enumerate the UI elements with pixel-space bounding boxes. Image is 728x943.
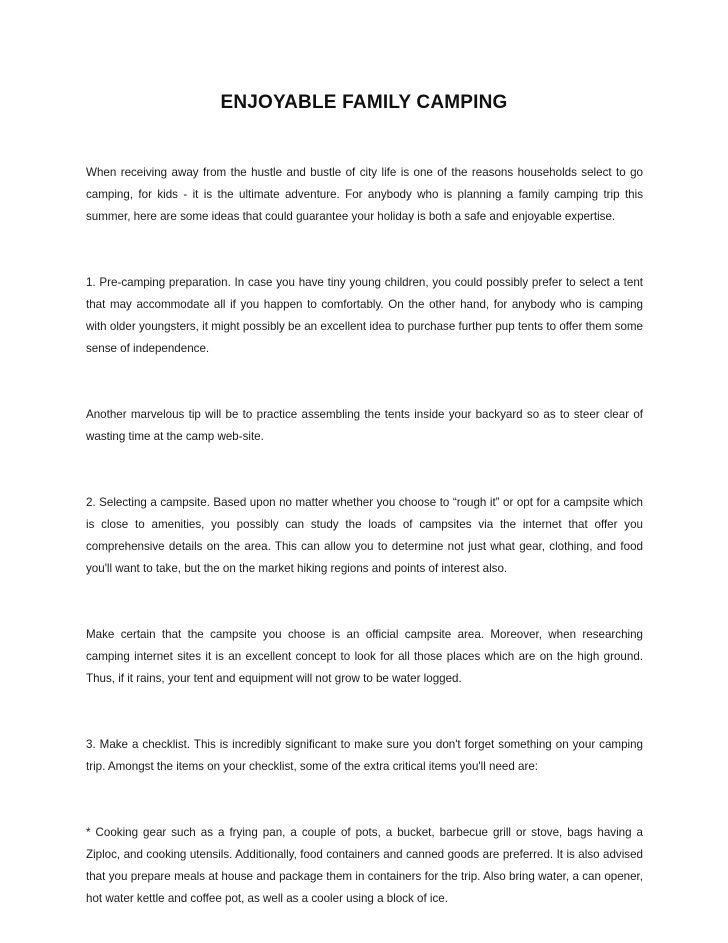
paragraph-official-campsite: Make certain that the campsite you choose is an official campsite area. Moreover, when researching camping internet sites it is an excellent concept to look for all those places which are on the high ground. Thus, if it rains, your tent and equipment will not grow to be water logged. bbox=[86, 628, 643, 685]
paragraph-intro: When receiving away from the hustle and bustle of city life is one of the reasons households select to go camping, for kids - it is the ultimate adventure. For anybody who is planning a family camping trip this summer, here are some ideas that could guarantee your holiday is both a safe and enjoyable expertise. bbox=[86, 166, 643, 223]
paragraph-backyard-tip: Another marvelous tip will be to practice assembling the tents inside your backyard so as to steer clear of wasting time at the camp web-site. bbox=[86, 408, 643, 443]
page-title: ENJOYABLE FAMILY CAMPING bbox=[220, 92, 508, 113]
paragraph-pre-camping: 1. Pre-camping preparation. In case you have tiny young children, you could possibly prefer to select a tent that may accommodate all if you happen to comfortably. On the other hand, for anybody who is camping with older youngsters, it might possibly be an excellent idea to purchase further pup tents to offer them some sense of independence. bbox=[86, 276, 643, 355]
paragraph-checklist: 3. Make a checklist. This is incredibly significant to make sure you don't forget something on your camping trip. Amongst the items on your checklist, some of the extra critical items you'll need are: bbox=[86, 738, 643, 773]
paragraph-spacer bbox=[86, 448, 643, 492]
document-body bbox=[86, 162, 643, 910]
paragraph-campsite: 2. Selecting a campsite. Based upon no matter whether you choose to “rough it” or opt for a campsite which is close to amenities, you possibly can study the loads of campsites via the internet that offer you comprehensive details on the area. This can allow you to determine not just what gear, clothing, and food you'll want to take, but the on the market hiking regions and points of interest also. bbox=[86, 496, 643, 575]
paragraph-spacer bbox=[86, 580, 643, 624]
paragraph-spacer bbox=[86, 690, 643, 734]
paragraph-spacer bbox=[86, 228, 643, 272]
paragraph-cooking-gear: * Cooking gear such as a frying pan, a couple of pots, a bucket, barbecue grill or stove, bags having a Ziploc, and cooking utensils. Additionally, food containers and canned goods are preferred. It is also advised that you prepare meals at house and package them in containers for the trip. Also bring water, a can opener, hot water kettle and coffee pot, as well as a cooler using a block of ice. bbox=[86, 826, 643, 905]
paragraph-spacer bbox=[86, 360, 643, 404]
paragraph-spacer bbox=[86, 778, 643, 822]
